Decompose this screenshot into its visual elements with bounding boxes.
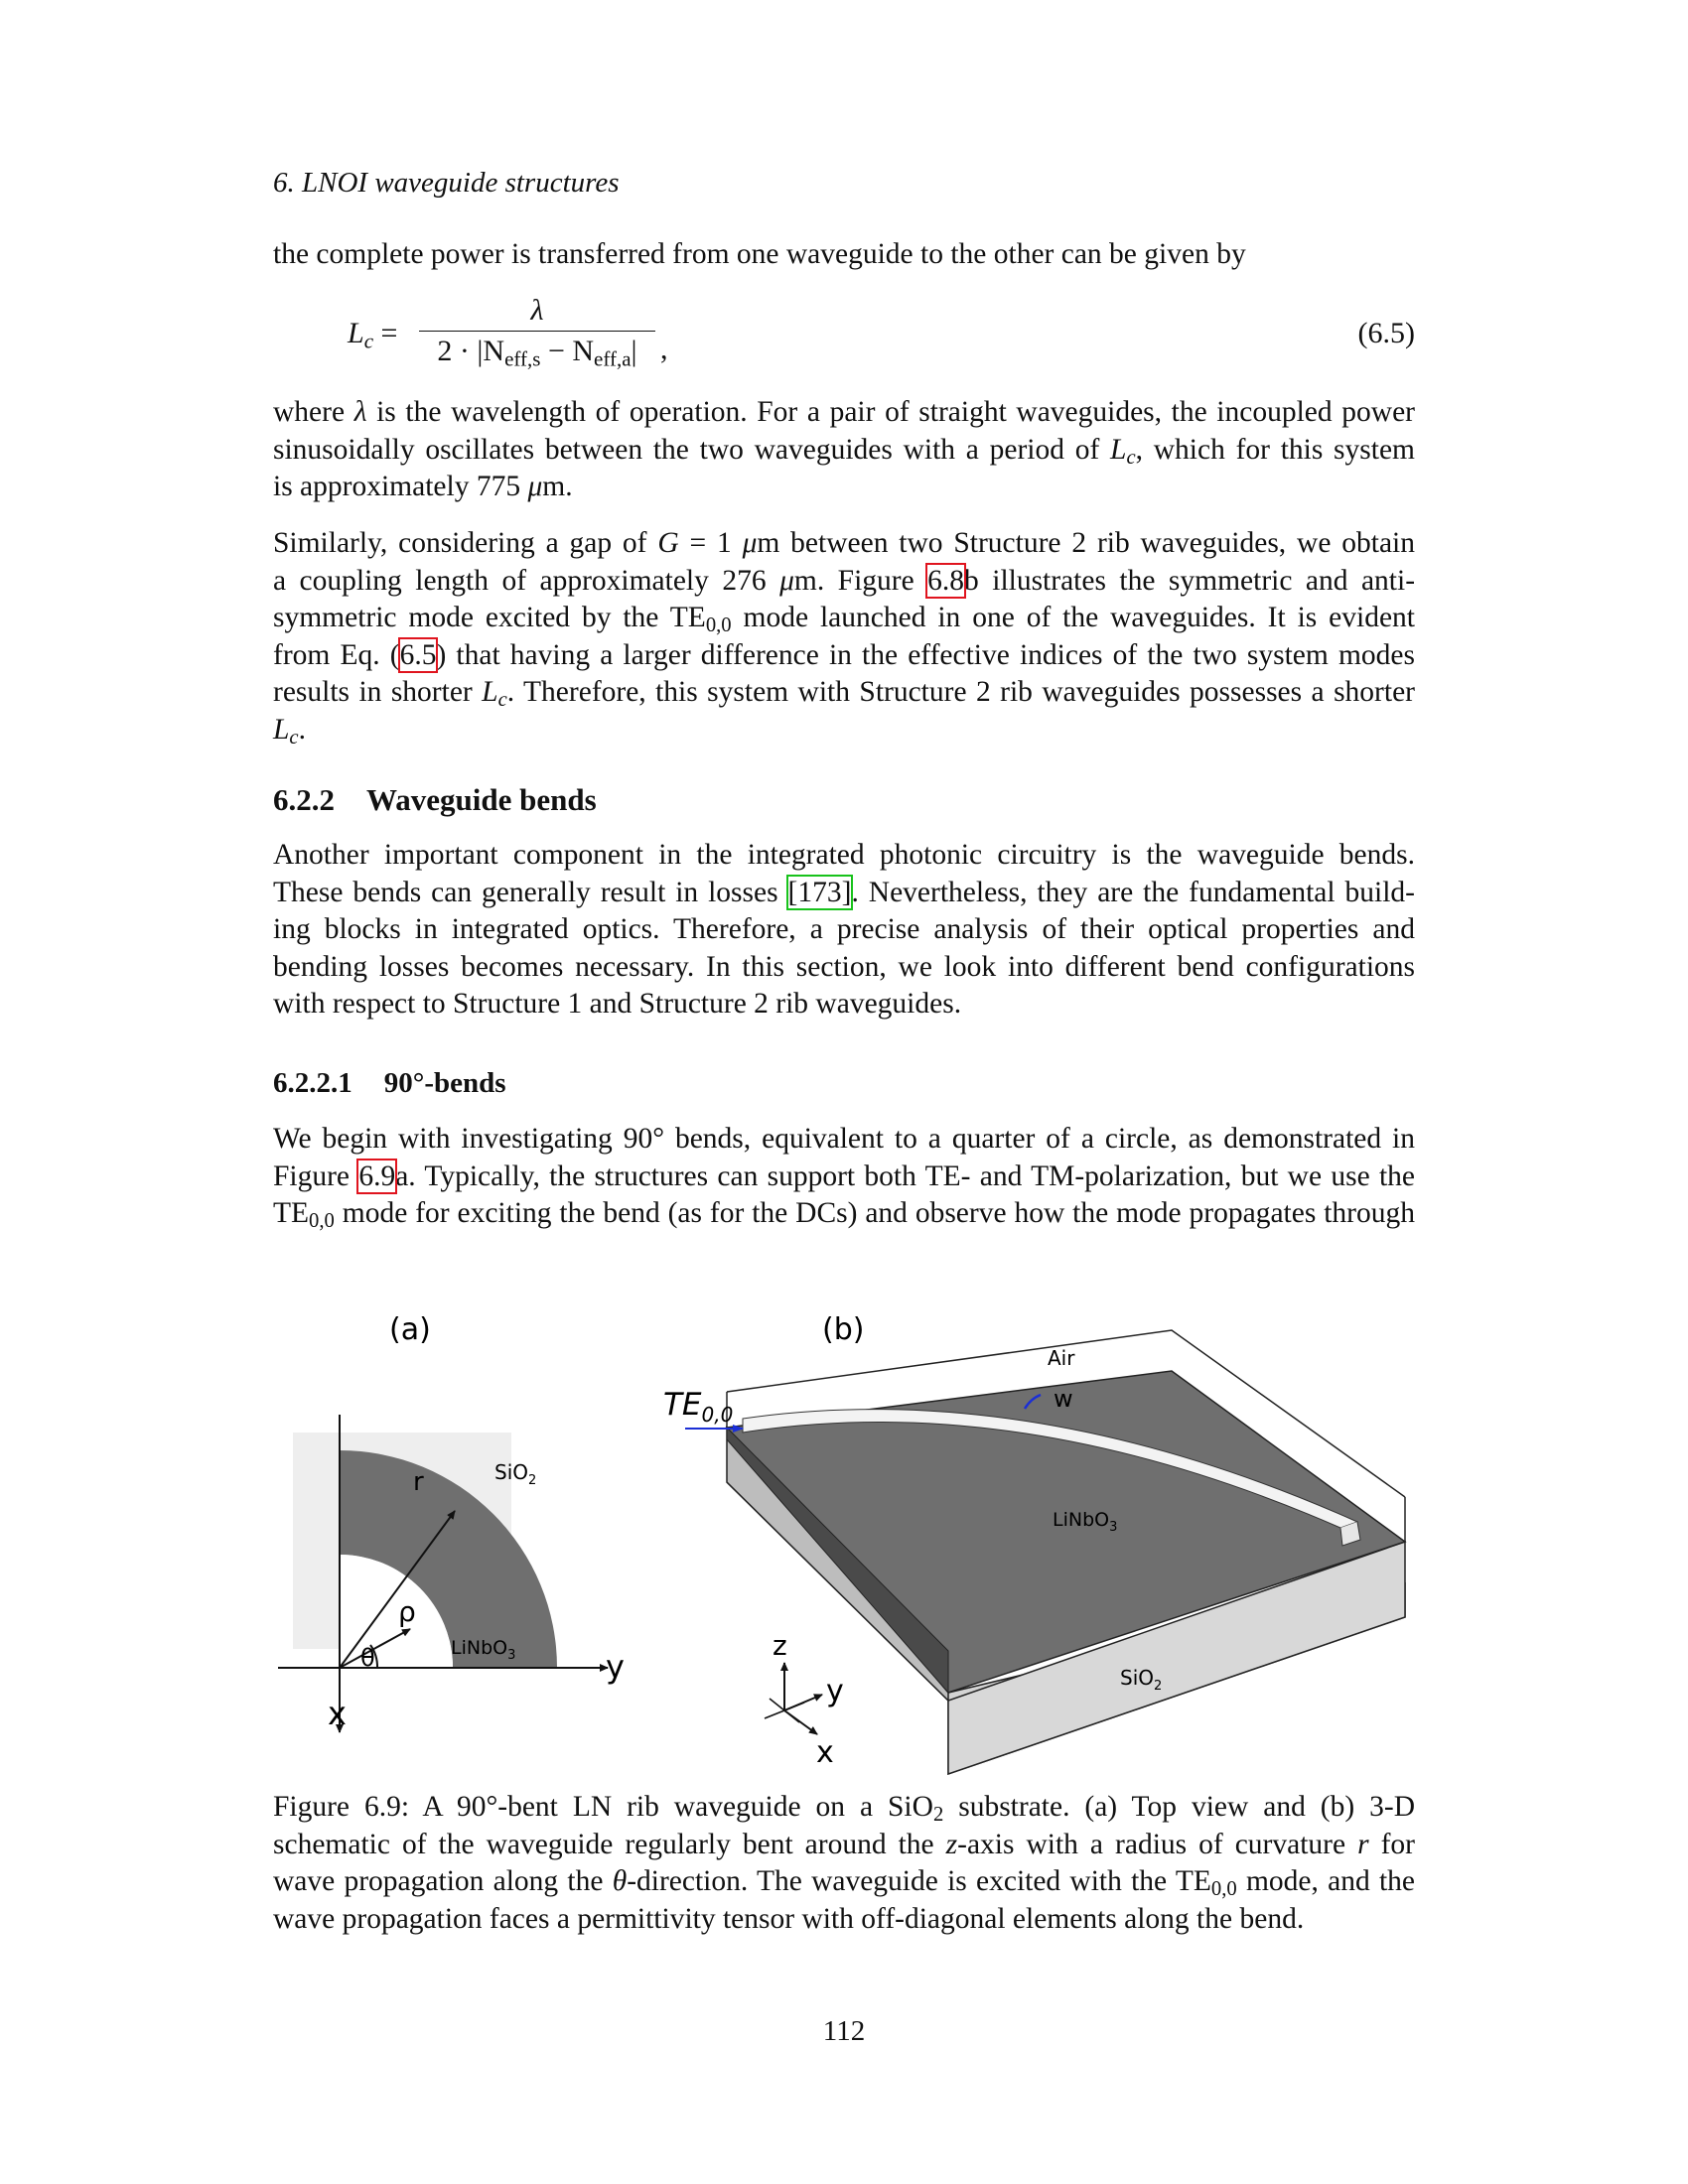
figure-caption: Figure 6.9: A 90°-bent LN rib waveguide on a SiO$_2$ substrate. (a) Top view and (b) 3-D schematic of the waveguide regularly bent around the z-axis with a radius of curvature r for wave propagation along the θ-direction. The waveguide is excited with the $TE_{0,0}$ mode, and the wave propagation faces a permittivity tensor with off-diagonal elements along the bend. xyxy=(273,1791,1415,1935)
linbo3-label-a: LiNbO$_3$ xyxy=(451,1637,516,1663)
panel-b xyxy=(663,1312,1405,1774)
axis-y-label-a: y xyxy=(606,1648,625,1686)
axis-y-label-b: y xyxy=(826,1674,844,1708)
te-mode-label: $TE_{0,0}$ xyxy=(663,1387,734,1427)
w-label: w xyxy=(1054,1385,1073,1413)
rho-label: ρ xyxy=(398,1595,416,1628)
paragraph-4: Another important component in the integrated photonic circuitry is the waveguide bends. These bends can generally result in losses [173]. Nevertheless, they are the fundamental build- ing blocks in integrated optics. Therefore, a precise analysis of their optical properties and bending losses becomes necessary. In this section, we look into different bend configurations with respect to Structure 1 and Structure 2 rib waveguides. xyxy=(273,839,1415,1020)
sio2-label-b: SiO$_2$ xyxy=(1120,1666,1163,1694)
axis-z-label-b: z xyxy=(773,1629,787,1662)
theta-label: θ xyxy=(360,1644,375,1672)
running-head: 6. LNOI waveguide structures xyxy=(273,167,620,199)
air-label: Air xyxy=(1048,1346,1075,1370)
equation-ref-6-5[interactable]: 6.5 xyxy=(399,638,437,671)
figure-ref-6-9[interactable]: 6.9 xyxy=(358,1160,396,1192)
linbo3-label-b: LiNbO$_3$ xyxy=(1053,1509,1118,1535)
subsection-heading: 6.2.2.1 90°-bends xyxy=(273,1067,506,1099)
panel-b-label: (b) xyxy=(822,1312,865,1347)
citation-ref-173[interactable]: [173] xyxy=(787,876,852,908)
figure-ref-6-8[interactable]: 6.8 xyxy=(927,564,965,597)
paragraph-3: Similarly, considering a gap of G = 1 μm between two Structure 2 rib waveguides, we obtain a coupling length of approximately 276 μm. Figure 6.8b illustrates the symmetric and anti- symmetric mode excited by the $TE_{0,0}$ mode launched in one of the waveguides. It is evident from Eq. (6.5) that having a larger difference in the effective indices of the two system modes results in shorter $L_c$. Therefore, this system with Structure 2 rib waveguides possesses a shorter $L_c$. xyxy=(273,527,1416,749)
panel-a-label: (a) xyxy=(389,1312,431,1347)
equation-fraction xyxy=(419,293,655,369)
equation-denominator: $2 \cdot |N_{eff,s} - N_{eff,a}|$ xyxy=(437,335,637,371)
equation-numerator: λ xyxy=(530,294,544,327)
paragraph-2: where λ is the wavelength of operation. For a pair of straight waveguides, the incoupled power sinusoidally oscillates between the two waveguides with a period of $L_c$, which for this system is approximately 775 μm. xyxy=(273,396,1416,502)
fraction-bar xyxy=(419,331,655,332)
panel-a xyxy=(278,1312,625,1732)
equation-lhs: $L_c$ = xyxy=(348,317,398,353)
figure-6-9 xyxy=(268,1286,1420,1782)
sio2-label-a: SiO$_2$ xyxy=(494,1460,537,1488)
equation-6-5: $L_c$ = λ $2 \cdot |N_{eff,s} - N_{eff,a}|$ , (6.5) xyxy=(348,294,1415,371)
axis-x-label-a: x xyxy=(328,1695,347,1732)
paragraph-1: the complete power is transferred from one waveguide to the other can be given by xyxy=(273,238,1246,270)
section-heading: 6.2.2 Waveguide bends xyxy=(273,782,597,817)
page-number: 112 xyxy=(822,2015,866,2047)
equation-number: (6.5) xyxy=(1357,317,1415,349)
axis-x-label-b: x xyxy=(816,1735,834,1770)
r-label: r xyxy=(413,1467,424,1497)
paragraph-5: We begin with investigating 90° bends, equivalent to a quarter of a circle, as demonstrated in Figure 6.9a. Typically, the structures can support both TE- and TM-polarization, but we use the $TE_{0,0}$ mode for exciting the bend (as for the DCs) and observe how the mode propagates through xyxy=(273,1123,1415,1233)
